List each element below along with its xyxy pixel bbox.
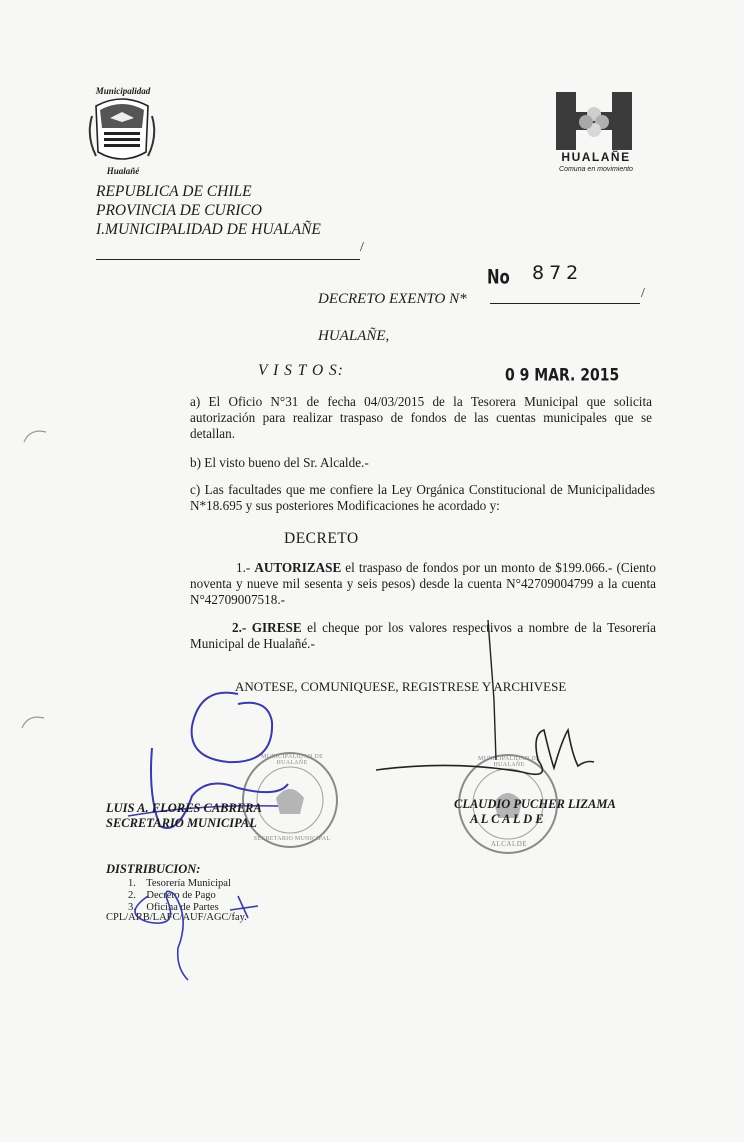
- header-republica: REPUBLICA DE CHILE: [96, 183, 252, 200]
- decree-number-value: 872: [532, 262, 584, 284]
- logo-tagline: Comuna en movimiento: [559, 166, 633, 173]
- article-1-number: 1.-: [236, 560, 251, 575]
- right-seal-top-text: MUNICIPALIDAD DE HUALAÑE: [477, 756, 541, 768]
- left-seal-bottom-text: SECRETARIO MUNICIPAL: [253, 836, 331, 842]
- vistos-label: V I S T O S:: [258, 362, 344, 379]
- article-1-text: el traspaso de fondos por un monto de $199.066.- (Ciento noventa y nueve mil sesenta y seis pesos) desde la cuenta N°42709004799 a la cuenta N°42709007518.-: [190, 560, 657, 607]
- right-signatory-title: A L C A L D E: [470, 812, 544, 826]
- h-logo-icon: [556, 92, 634, 150]
- right-signature-icon: [372, 720, 612, 850]
- decree-exento-label: DECRETO EXENTO N*: [318, 291, 467, 307]
- decree-slash: /: [641, 286, 645, 301]
- right-signatory-name: CLAUDIO PUCHER LIZAMA: [454, 797, 616, 811]
- place-label: HUALAÑE,: [318, 328, 390, 344]
- article-2-text: el cheque por los valores respectivos a nombre de la Tesorería Municipal de Hualañé.-: [190, 620, 657, 651]
- distribution-title: DISTRIBUCION:: [106, 862, 201, 876]
- article-2: [190, 620, 656, 652]
- right-seal-bottom-text: ALCALDE: [490, 840, 528, 848]
- vistos-c: c) Las facultades que me confiere la Ley Orgánica Constitucional de Municipalidades N*18.695 y sus posteriores Modificaciones he acordado y:: [190, 482, 655, 513]
- distribution-item-2: 2. Decreto de Pago: [128, 890, 216, 901]
- article-2-keyword: GIRESE: [251, 620, 302, 635]
- crest-emblem-icon: [82, 86, 162, 178]
- distribution-scribble-icon: [118, 888, 268, 988]
- distribution-item-3: 3. Oficina de Partes: [128, 902, 219, 913]
- closing-formula: ANOTESE, COMUNIQUESE, REGISTRESE Y ARCHIVESE: [235, 679, 567, 694]
- logo-name: HUALAÑE: [561, 150, 631, 164]
- distribution-initials: CPL/ARB/LAFC/AUF/AGC/fay.: [106, 912, 247, 923]
- punch-hole-top-icon: [20, 424, 50, 444]
- left-signatory-name: LUIS A. FLORES CABRERA: [106, 801, 262, 815]
- left-seal-top-text: MUNICIPALIDAD DE HUALAÑE: [260, 754, 324, 766]
- punch-hole-bottom-icon: [18, 710, 48, 730]
- vistos-b: b) El visto bueno del Sr. Alcalde.-: [190, 455, 369, 470]
- hualane-logo: [556, 92, 638, 178]
- header-slash: /: [360, 240, 364, 255]
- header-municipalidad: I.MUNICIPALIDAD DE HUALAÑE: [96, 221, 321, 238]
- left-signatory-title: SECRETARIO MUNICIPAL: [106, 816, 257, 830]
- crest-top-text: Municipalidad: [95, 86, 151, 96]
- decree-number-prefix: No: [487, 265, 510, 289]
- date-stamp: 0 9 MAR. 2015: [505, 366, 620, 386]
- municipal-crest: [82, 86, 162, 178]
- decreto-heading: DECRETO: [284, 530, 359, 547]
- article-2-number: 2.-: [232, 620, 247, 635]
- article-1: [190, 560, 656, 608]
- decree-number-line: [490, 303, 640, 304]
- crest-bottom-text: Hualañé: [106, 166, 140, 176]
- article-1-keyword: AUTORIZASE: [254, 560, 342, 575]
- distribution-item-1: 1. Tesorería Municipal: [128, 878, 231, 889]
- header-underline: [96, 259, 360, 260]
- header-provincia: PROVINCIA DE CURICO: [96, 202, 262, 219]
- vistos-a: a) El Oficio N°31 de fecha 04/03/2015 de la Tesorera Municipal que solicita autorización para realizar traspaso de fondos de las cuentas municipales que se detallan.: [190, 394, 652, 441]
